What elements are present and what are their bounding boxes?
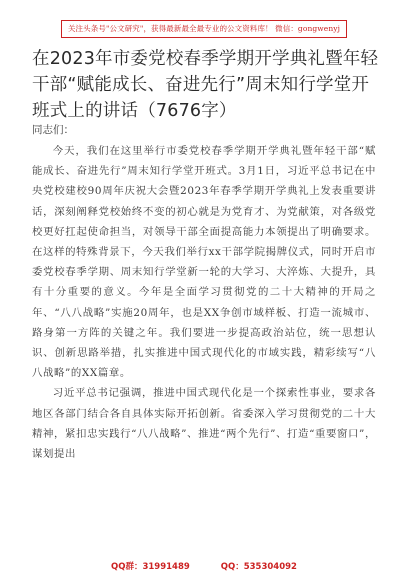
document-title: 在2023年市委党校春季学期开学典礼暨年轻干部“赋能成长、奋进先行”周末知行学堂开班式上的讲话（7676字） — [32, 49, 379, 121]
paragraph: 今天，我们在这里举行市委党校春季学期开学典礼暨年轻干部“赋能成长、奋进先行”周末知行学堂开班式。3月1日，习近平总书记在中央党校建校90周年庆祝大会暨2023年春季学期开学典礼上发表重要讲话，深刻阐释党校始终不变的初心就是为党育才、为党献策，对各级党校更好扛起使命担当，对领导干部全面提高能力本领提出了明确要求。在这样的特殊背景下，今天我们举行xx干部学院揭牌仪式，同时开启市委党校春季学期、周末知行学堂新一轮的大学习、大淬炼、大提升，具有十分重要的意义。今年是全面学习贯彻党的二十大精神的开局之年、“八八战略”实施20周年，也是XX争创市域样板、打造一流城市、路身第一方阵的关键之年。我们要进一步提高政治站位，统一思想认识、创新思路举措，扎实推进中国式现代化的市域实践，精彩续写“八八战略”的XX篇章。 — [32, 145, 376, 380]
footer-contact — [0, 560, 408, 572]
paragraph: 习近平总书记强调，推进中国式现代化是一个探索性事业，要求各地区各部门结合各自具体实际开拓创新。省委深入学习贯彻党的二十大精神，紧扣忠实践行“八八战略”、推进“两个先行”、打造“重要窗口”，谋划提出 — [32, 387, 376, 461]
qq-number-text: QQ：535304092 — [220, 562, 297, 572]
qq-group-text: QQ群：31991489 — [111, 562, 190, 572]
header-banner — [0, 16, 408, 38]
salutation: 同志们： — [32, 124, 74, 136]
banner-text: 关注头条号"公文研究"，获得最新最全最专业的公文资料库！ 微信：gongwenyj — [61, 20, 347, 38]
document-body — [32, 141, 376, 464]
